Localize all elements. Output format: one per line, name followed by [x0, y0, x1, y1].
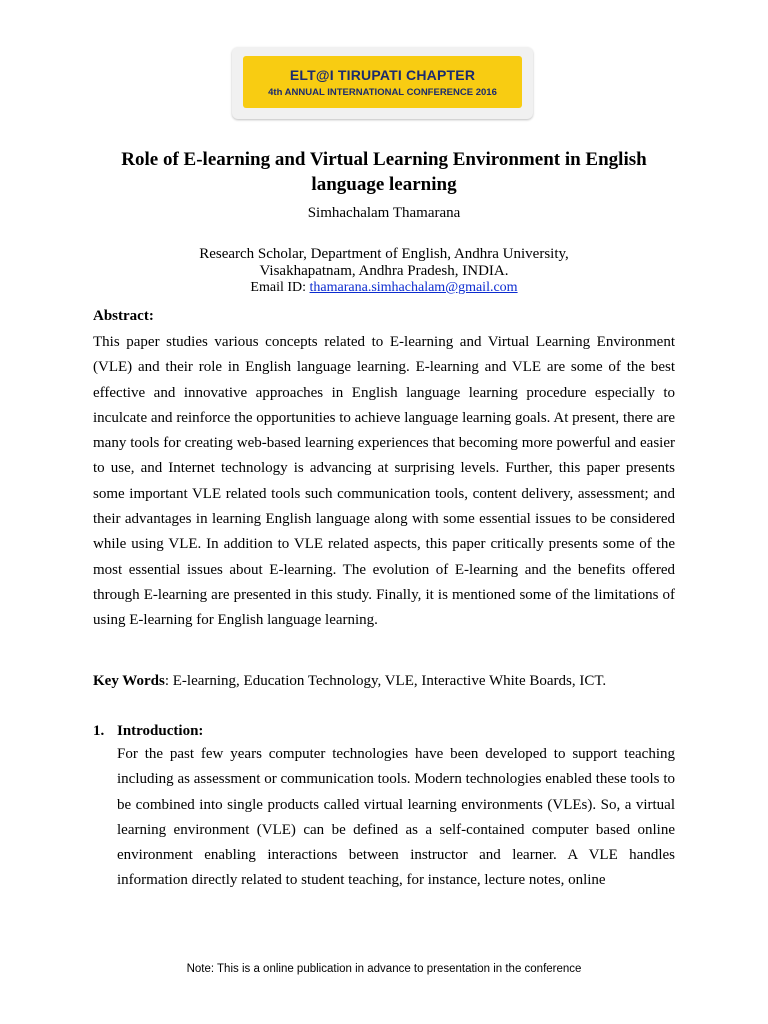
keywords-label: Key Words: [93, 673, 165, 689]
section-title: Introduction:: [117, 723, 204, 739]
author-name: Simhachalam Thamarana: [307, 205, 461, 221]
paper-title: [60, 147, 708, 197]
conference-banner: [232, 47, 533, 119]
paper-title-line-2: language learning: [311, 174, 457, 195]
section-number: 1.: [93, 723, 105, 739]
abstract-heading: Abstract:: [93, 308, 154, 324]
banner-chapter-title: ELT@I TIRUPATI CHAPTER: [289, 67, 476, 83]
author-affiliation: [0, 246, 768, 280]
banner-conference-title: 4th ANNUAL INTERNATIONAL CONFERENCE 2016: [268, 87, 497, 98]
paper-title-line-1: Role of E-learning and Virtual Learning Environment in English: [121, 149, 647, 170]
abstract-body: This paper studies various concepts related to E-learning and Virtual Learning Environment (VLE) and their role in English language learning. E-learning and VLE are some of the best effective and innovative approaches in English language learning procedure especially to inculcate and reinforce the opportunities to achieve language learning goals. At present, there are many tools for creating web-based learning experiences that becoming more powerful and easier to use, and Internet technology is advancing at surprising levels. Further, this paper presents some important VLE related tools such communication tools, content delivery, assessment; and their advantages in learning English language along with some essential issues to be considered while using VLE. In addition to VLE related aspects, this paper critically presents some of the most essential issues about E-learning. The evolution of E-learning and the benefits offered through E-learning are presented in this study. Finally, it is mentioned some of the limitations of using E-learning for English language learning.: [93, 334, 675, 629]
banner-yellow-panel: [243, 56, 522, 108]
keywords-list: : E-learning, Education Technology, VLE, Interactive White Boards, ICT.: [164, 673, 607, 689]
footer-note: Note: This is a online publication in advance to presentation in the conference: [186, 963, 582, 975]
keywords-line: [93, 673, 606, 690]
author-email: [0, 280, 768, 296]
introduction-heading: [93, 723, 203, 740]
introduction-body: For the past few years computer technologies have been developed to support teaching including as assessment or communication tools. Modern technologies enabled these tools to be combined into single products called virtual learning environments (VLEs). So, a virtual learning environment (VLE) can be defined as a self-contained computer based online environment enabling interactions between instructor and learner. A VLE handles information directly related to student teaching, for instance, lecture notes, online: [117, 746, 675, 889]
affiliation-line-1: Research Scholar, Department of English, Andhra University,: [199, 246, 569, 262]
affiliation-line-2: Visakhapatnam, Andhra Pradesh, INDIA.: [259, 263, 509, 279]
email-link[interactable]: thamarana.simhachalam@gmail.com: [309, 280, 518, 295]
email-label: Email ID:: [250, 280, 307, 295]
